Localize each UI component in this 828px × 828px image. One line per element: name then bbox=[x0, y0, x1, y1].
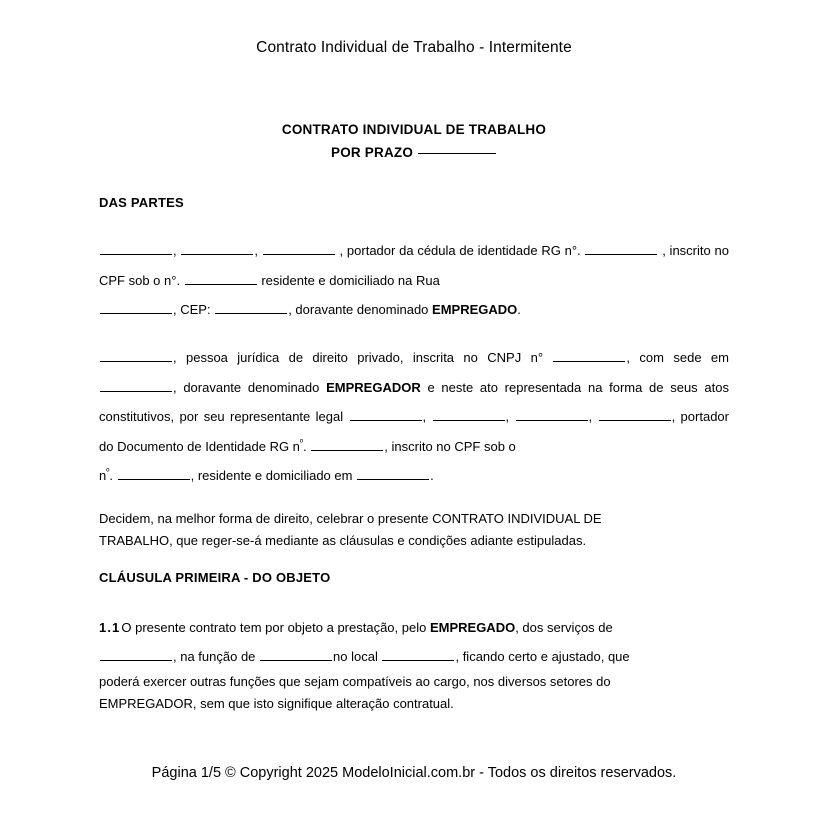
blank-field-empregado-nome[interactable] bbox=[100, 244, 172, 255]
empregador-text-3: , doravante denominado bbox=[173, 379, 320, 395]
empregador-bold-term: EMPREGADOR bbox=[326, 379, 421, 395]
empregador-text-1: , pessoa jurídica de direito privado, inscrita no CNPJ n° bbox=[173, 350, 544, 365]
empregado-text-4: , inscrito no CPF sob o n°. bbox=[99, 243, 729, 288]
empregado-text-3: , portador da cédula de identidade RG n°. bbox=[339, 243, 581, 258]
empregado-bold-term: EMPREGADO bbox=[432, 302, 518, 317]
ordinal-indicator-1: º bbox=[299, 437, 304, 448]
blank-field-funcao[interactable] bbox=[260, 650, 332, 661]
blank-field-servicos[interactable] bbox=[100, 650, 172, 661]
blank-field-representante-profissao[interactable] bbox=[599, 410, 671, 421]
page-footer: Página 1/5 © Copyright 2025 ModeloInicial.com.br - Todos os direitos reservados. bbox=[151, 765, 677, 781]
clause-1-1-text-5: , ficando certo e ajustado, que bbox=[455, 649, 630, 664]
empregador-text-14: , residente e domiciliado em bbox=[190, 468, 353, 483]
contract-title-block bbox=[99, 118, 729, 164]
empregador-text-9: , portador do Documento de Identidade RG n bbox=[99, 409, 729, 454]
document-content bbox=[99, 118, 729, 711]
clause-1-1-text-7: EMPREGADOR, sem que isto signifique alteração contratual. bbox=[99, 696, 454, 711]
blank-field-empregador-cnpj[interactable] bbox=[553, 351, 625, 362]
paragraph-empregador bbox=[99, 343, 729, 491]
clause-1-1-text-6: poderá exercer outras funções que sejam compatíveis ao cargo, nos diversos setores do bbox=[99, 674, 611, 689]
blank-field-representante-nacionalidade[interactable] bbox=[433, 410, 505, 421]
empregado-text-6: , CEP: bbox=[173, 302, 211, 317]
blank-field-empregado-nacionalidade[interactable] bbox=[181, 244, 253, 255]
blank-field-empregado-rua[interactable] bbox=[100, 303, 172, 314]
contract-title-line-2 bbox=[99, 141, 729, 164]
clause-1-1-text-2: , dos serviços de bbox=[515, 620, 613, 635]
blank-field-empregado-cep[interactable] bbox=[215, 303, 287, 314]
blank-field-representante-cpf[interactable] bbox=[118, 469, 190, 480]
contract-title-line-1: CONTRATO INDIVIDUAL DE TRABALHO bbox=[281, 122, 547, 137]
page-header-title: Contrato Individual de Trabalho - Intermitente bbox=[256, 39, 572, 56]
blank-field-representante-domicilio[interactable] bbox=[357, 469, 429, 480]
decidem-line-1: Decidem, na melhor forma de direito, celebrar o presente CONTRATO INDIVIDUAL DE bbox=[99, 511, 602, 526]
blank-field-empregado-estado-civil[interactable] bbox=[263, 244, 335, 255]
empregador-text-4: e neste ato representada na forma de seus bbox=[427, 379, 698, 395]
blank-field-representante-rg[interactable] bbox=[311, 440, 383, 451]
paragraph-empregado bbox=[99, 236, 729, 325]
clause-1-1-text-4: no local bbox=[333, 649, 378, 664]
empregado-text-5: residente e domiciliado na Rua bbox=[261, 272, 440, 288]
blank-field-empregado-rg[interactable] bbox=[585, 244, 657, 255]
empregado-last-line bbox=[99, 295, 729, 325]
empregador-text-2: , com sede em bbox=[626, 350, 729, 365]
ordinal-indicator-2: º bbox=[106, 466, 110, 477]
clause-1-1-text-1: O presente contrato tem por objeto a prestação, pelo bbox=[121, 620, 427, 635]
blank-field-local[interactable] bbox=[382, 650, 454, 661]
empregador-text-10: . bbox=[303, 438, 307, 454]
empregado-text-7: , doravante denominado bbox=[288, 302, 429, 317]
empregador-text-6: , bbox=[422, 409, 427, 424]
empregador-text-5: atos constitutivos, por seu representante legal bbox=[99, 379, 729, 424]
blank-field-empregador-razao-social[interactable] bbox=[100, 351, 172, 362]
blank-field-prazo[interactable] bbox=[418, 143, 496, 154]
empregado-text-2: , bbox=[254, 243, 259, 258]
clause-number-1-1: 1.1 bbox=[99, 620, 121, 635]
empregador-text-15: . bbox=[430, 468, 434, 483]
empregador-text-13: . bbox=[109, 468, 113, 483]
blank-field-empregador-sede[interactable] bbox=[100, 381, 172, 392]
paragraph-clause-1-1 bbox=[99, 613, 729, 671]
section-heading-clausula-primeira: CLÁUSULA PRIMEIRA - DO OBJETO bbox=[99, 570, 331, 585]
section-heading-das-partes: DAS PARTES bbox=[99, 195, 184, 210]
empregado-text-1: , bbox=[173, 243, 177, 258]
clause-1-1-bold-term: EMPREGADO bbox=[429, 620, 516, 635]
empregador-text-7: , bbox=[505, 409, 510, 424]
blank-field-representante-nome[interactable] bbox=[350, 410, 422, 421]
empregador-text-11: , inscrito no CPF sob o bbox=[384, 438, 516, 454]
decidem-line-2: TRABALHO, que reger-se-á mediante as cláusulas e condições adiante estipuladas. bbox=[99, 533, 587, 548]
paragraph-decidem bbox=[99, 508, 729, 552]
clause-1-1-line-2 bbox=[99, 642, 729, 671]
empregador-text-12: n bbox=[99, 468, 107, 483]
contract-title-prazo-label: POR PRAZO bbox=[330, 145, 414, 160]
clause-1-1-text-3: , na função de bbox=[173, 649, 256, 664]
empregador-text-8: , bbox=[588, 409, 593, 424]
paragraph-clause-1-1-tail bbox=[99, 671, 729, 715]
blank-field-empregado-cpf[interactable] bbox=[185, 274, 257, 285]
empregador-last-line bbox=[99, 461, 729, 491]
blank-field-representante-estado-civil[interactable] bbox=[516, 410, 588, 421]
empregado-text-8: . bbox=[517, 302, 521, 317]
